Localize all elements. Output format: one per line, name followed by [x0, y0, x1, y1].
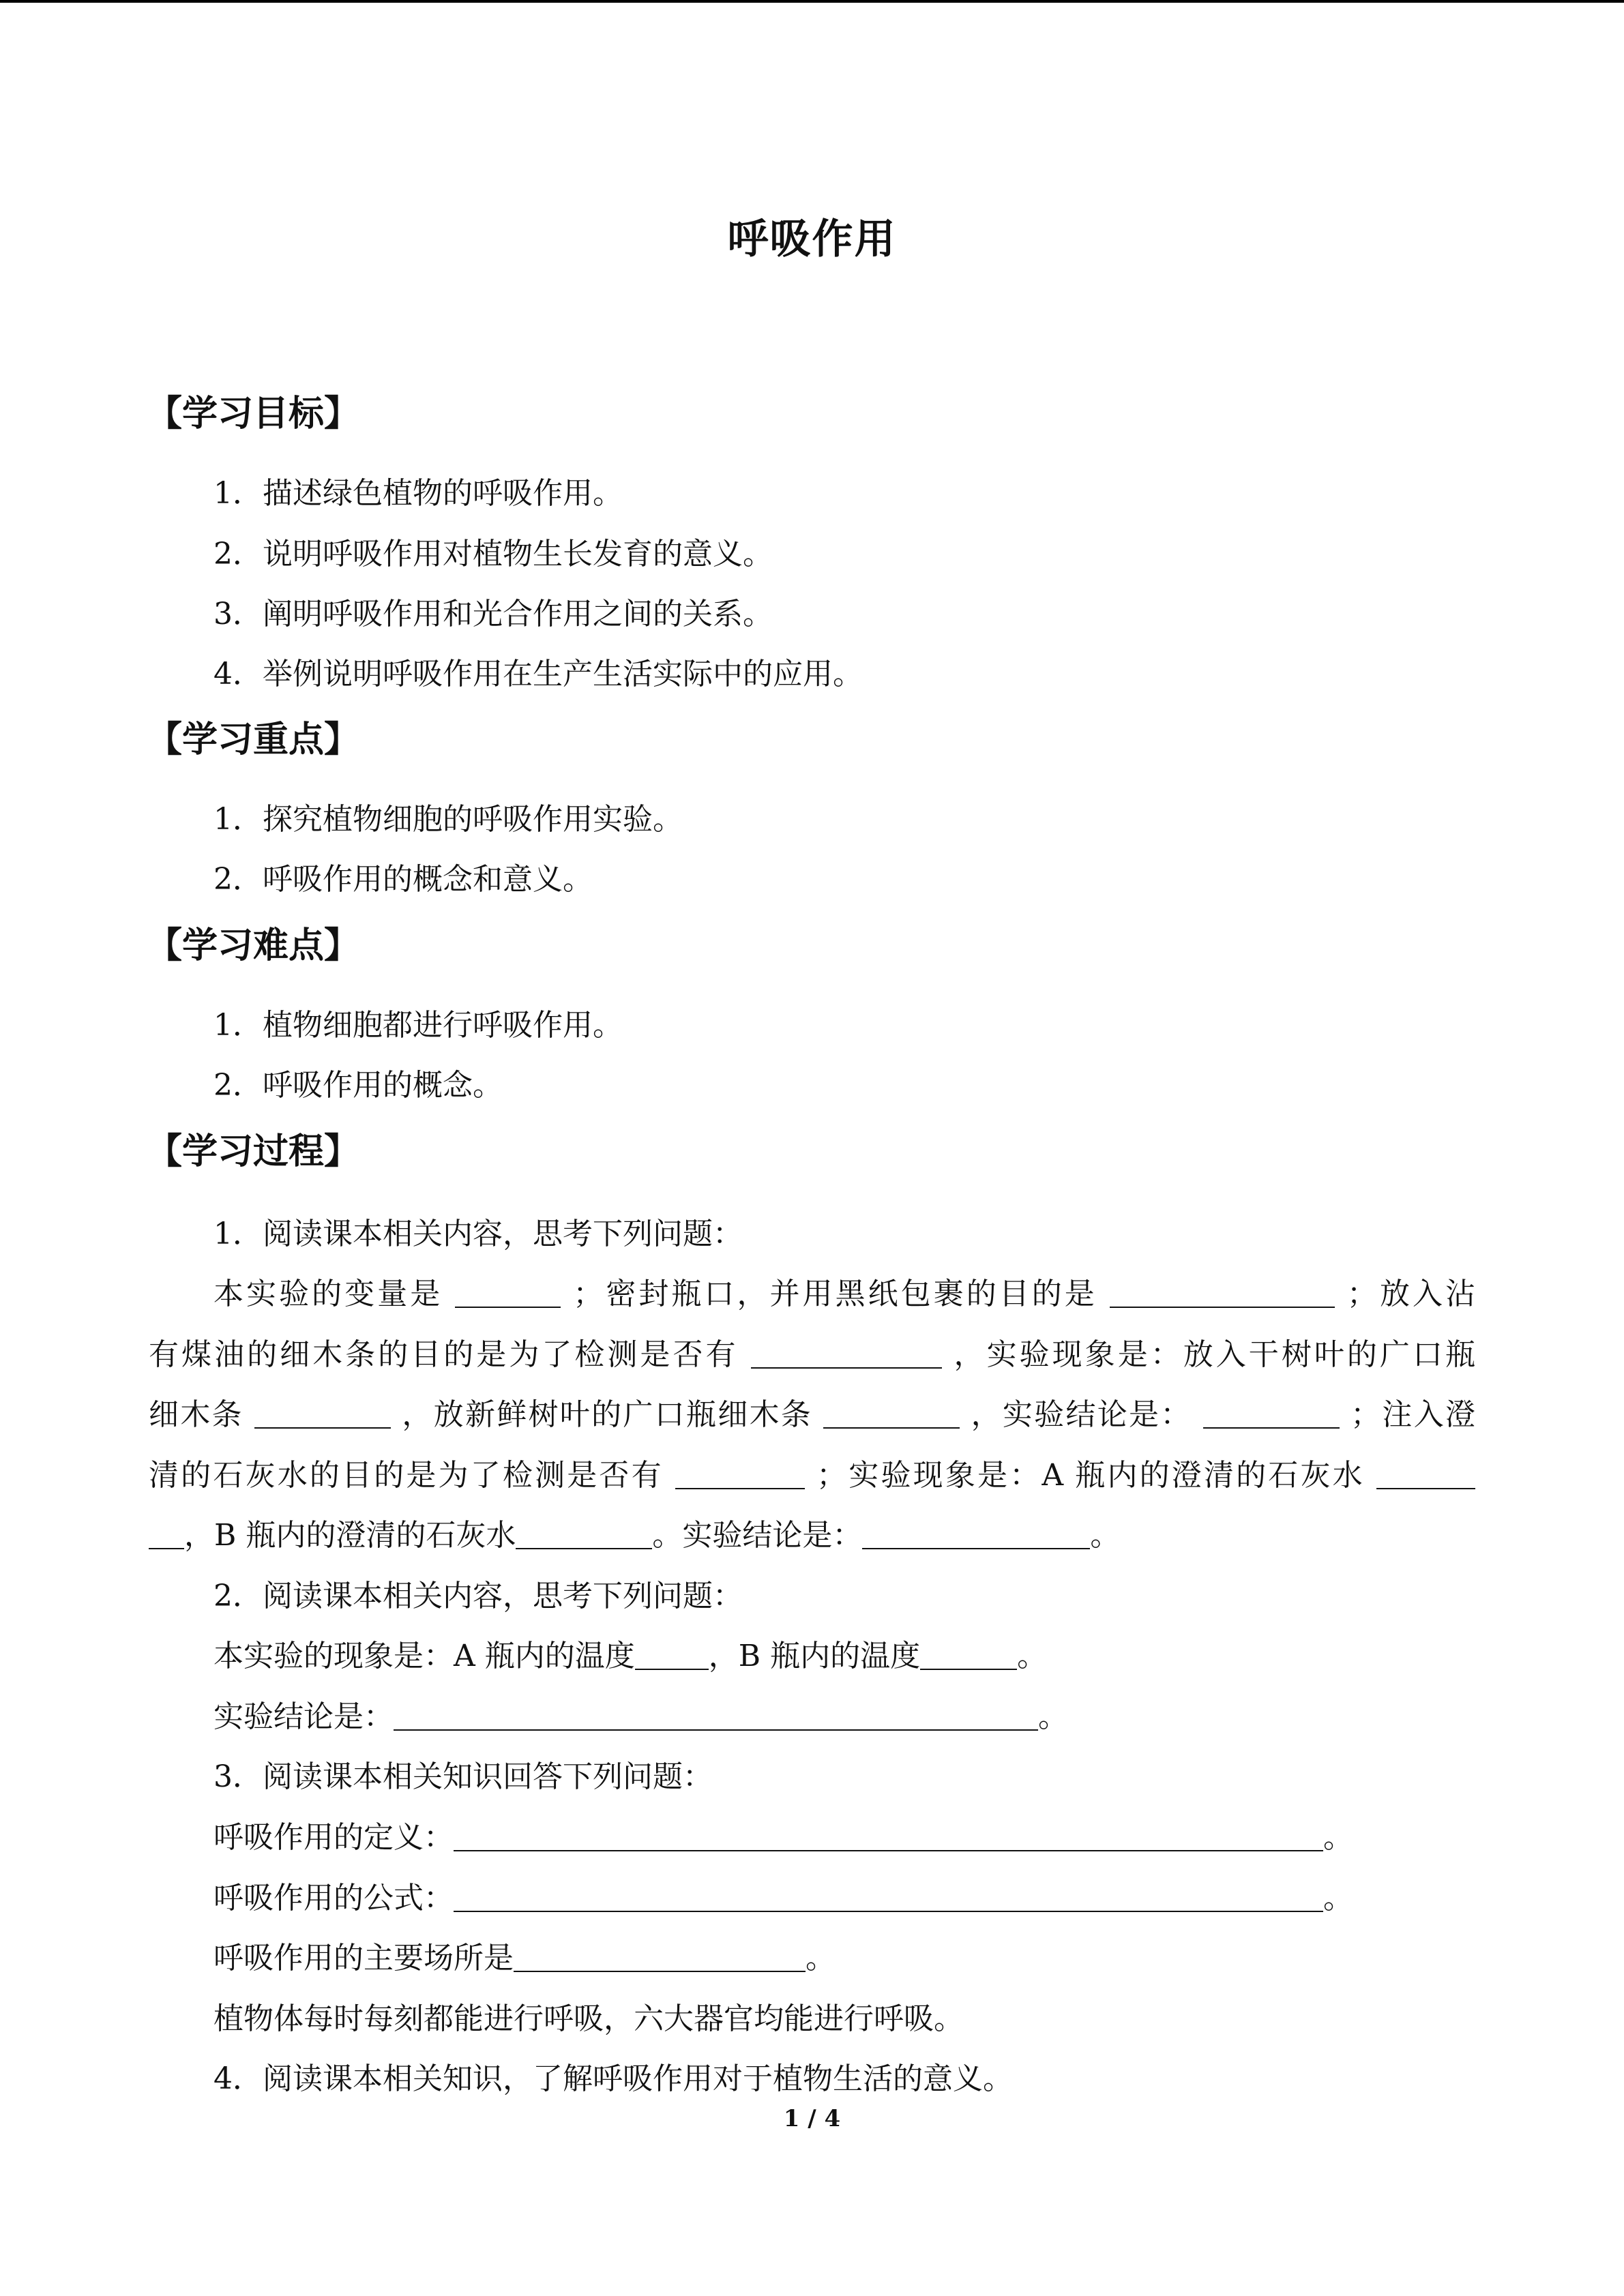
- answer-blank-step2-conclusion[interactable]: [394, 1699, 1038, 1731]
- step2-line-2: [213, 1697, 1068, 1738]
- step3-site-line: [213, 1938, 836, 1979]
- step1-intro: 1．阅读课本相关内容，思考下列问题：: [213, 1217, 743, 1251]
- step1-text: ，实验结论是：: [971, 1397, 1192, 1432]
- answer-blank-conclusion-1[interactable]: [1203, 1397, 1340, 1429]
- answer-blank-conclusion-2[interactable]: [862, 1518, 1090, 1549]
- answer-blank-formula[interactable]: [454, 1881, 1323, 1912]
- step1-text: ；密封瓶口，并用黑纸包裹的目的是: [573, 1277, 1097, 1311]
- heading-difficulties: 【学习难点】: [147, 925, 360, 966]
- step1-text: 有煤油的细木条的目的是为了检测是否有: [149, 1337, 739, 1372]
- step1-text: ，实验现象是：放入干树叶的广口瓶: [954, 1337, 1475, 1372]
- goal-item-2: 2．说明呼吸作用对植物生长发育的意义。: [213, 537, 773, 571]
- answer-blank-dry-leaf-stick[interactable]: [254, 1397, 391, 1429]
- step1-text: ；注入澄: [1350, 1397, 1475, 1432]
- page-title: 呼吸作用: [727, 215, 897, 263]
- step2-text: 。: [1038, 1699, 1068, 1734]
- answer-blank-bottle-a-limewater-cont[interactable]: [149, 1518, 184, 1549]
- page-number: 1 / 4: [783, 2105, 841, 2132]
- site-label: 呼吸作用的主要场所是: [213, 1941, 514, 1976]
- step1-line-3: [149, 1395, 1475, 1435]
- goal-item-3: 3．阐明呼吸作用和光合作用之间的关系。: [213, 597, 773, 631]
- period: 。: [806, 1941, 836, 1976]
- step2-text: ，B 瓶内的温度: [708, 1639, 921, 1673]
- step3-intro: 3．阅读课本相关知识回答下列问题：: [213, 1759, 713, 1794]
- heading-learning-goals: 【学习目标】: [147, 393, 360, 434]
- answer-blank-detect-gas[interactable]: [751, 1337, 942, 1369]
- step1-text: 细木条: [149, 1397, 243, 1432]
- answer-blank-limewater-detect[interactable]: [675, 1458, 805, 1489]
- goal-item-4: 4．举例说明呼吸作用在生产生活实际中的应用。: [213, 657, 863, 691]
- answer-blank-fresh-leaf-stick[interactable]: [823, 1397, 960, 1429]
- heading-key-points: 【学习重点】: [147, 719, 360, 760]
- period: 。: [1323, 1820, 1353, 1855]
- answer-blank-bottle-a-temp[interactable]: [635, 1639, 709, 1670]
- goal-item-1: 1．描述绿色植物的呼吸作用。: [213, 476, 623, 511]
- step2-line-1: [213, 1636, 1047, 1677]
- step2-intro: 2．阅读课本相关内容，思考下列问题：: [213, 1579, 743, 1613]
- difficulty-item-1: 1．植物细胞都进行呼吸作用。: [213, 1008, 623, 1043]
- difficulty-item-2: 2．呼吸作用的概念。: [213, 1068, 503, 1103]
- step3-note: 植物体每时每刻都能进行呼吸，六大器官均能进行呼吸。: [213, 2001, 964, 2036]
- step1-text: 本实验的变量是: [213, 1277, 443, 1311]
- answer-blank-bottle-a-limewater[interactable]: [1376, 1458, 1475, 1489]
- key-point-item-2: 2．呼吸作用的概念和意义。: [213, 862, 593, 897]
- answer-blank-variable[interactable]: [455, 1277, 561, 1308]
- period: 。: [1323, 1881, 1353, 1915]
- answer-blank-definition[interactable]: [454, 1820, 1323, 1851]
- step1-text: 。: [1090, 1518, 1121, 1553]
- step1-text: ；放入沾: [1346, 1277, 1476, 1311]
- definition-label: 呼吸作用的定义：: [213, 1820, 454, 1855]
- answer-blank-main-site[interactable]: [514, 1941, 806, 1972]
- step1-text: 清的石灰水的目的是为了检测是否有: [149, 1458, 664, 1493]
- step1-line-5: [149, 1515, 1120, 1556]
- formula-label: 呼吸作用的公式：: [213, 1881, 454, 1915]
- step1-text: 。实验结论是：: [652, 1518, 863, 1553]
- step1-line-2: [149, 1335, 1475, 1375]
- step2-text: 。: [1017, 1639, 1048, 1673]
- step1-text: ，B 瓶内的澄清的石灰水: [184, 1518, 516, 1553]
- answer-blank-bottle-b-limewater[interactable]: [516, 1518, 652, 1549]
- answer-blank-seal-purpose[interactable]: [1110, 1277, 1335, 1308]
- step1-text: ，放新鲜树叶的广口瓶细木条: [402, 1397, 813, 1432]
- step3-definition-line: [213, 1817, 1353, 1858]
- key-point-item-1: 1．探究植物细胞的呼吸作用实验。: [213, 802, 683, 837]
- step2-text: 实验结论是：: [213, 1699, 394, 1734]
- step1-line-4: [149, 1455, 1475, 1496]
- step1-line-1: [213, 1274, 1475, 1315]
- step4-intro: 4．阅读课本相关知识，了解呼吸作用对于植物生活的意义。: [213, 2061, 1013, 2096]
- answer-blank-bottle-b-temp[interactable]: [920, 1639, 1017, 1670]
- heading-learning-process: 【学习过程】: [147, 1131, 360, 1172]
- step3-formula-line: [213, 1878, 1353, 1919]
- step2-text: 本实验的现象是：A 瓶内的温度: [213, 1639, 635, 1673]
- step1-text: ；实验现象是：A 瓶内的澄清的石灰水: [816, 1458, 1365, 1493]
